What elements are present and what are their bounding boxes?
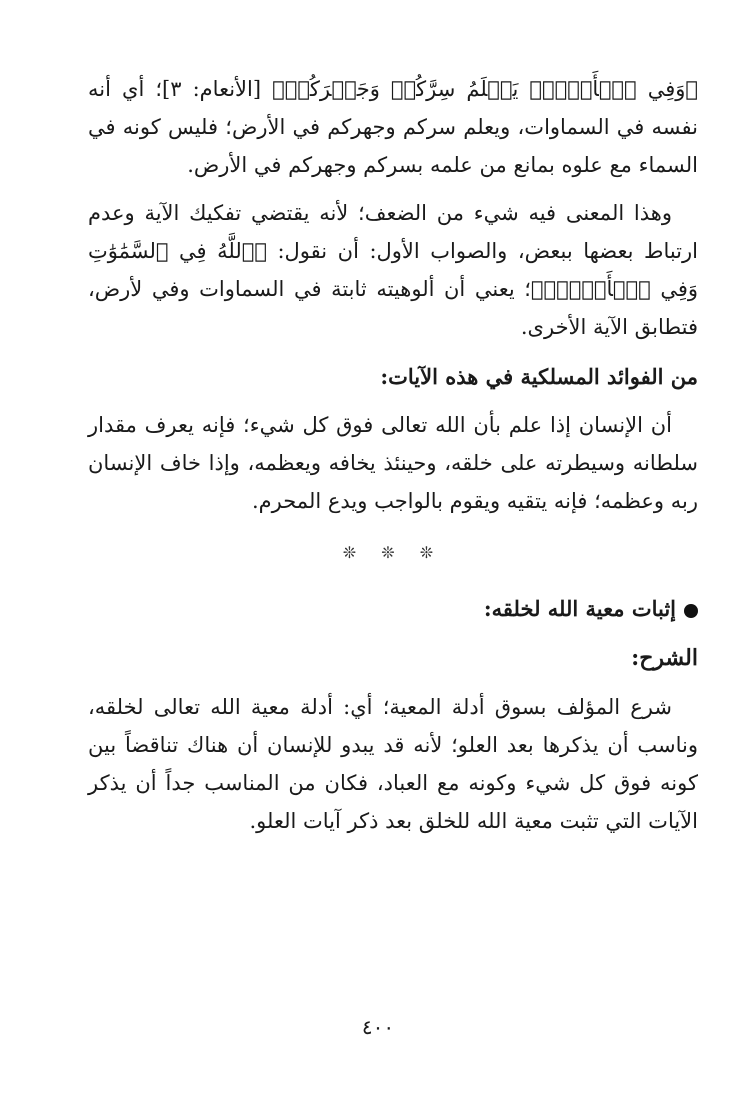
page-body <box>88 70 698 840</box>
page-number: ٤٠٠ <box>361 1015 395 1039</box>
paragraph-2: وهذا المعنى فيه شيء من الضعف؛ لأنه يقتضي تفكيك الآية وعدم ارتباط بعضها ببعض، والصواب الأول: أن نقول: ﴿ٱللَّهُ فِي ٱلسَّمَٰوَٰتِ وَفِي ٱلۡأَرۡضِۖ﴾؛ يعني أن ألوهيته ثابتة في السماوات وفي لأرض، فتطابق الآية الأخرى. <box>88 201 698 339</box>
paragraph-1: ﴿وَفِي ٱلۡأَرۡضِۖ يَعۡلَمُ سِرَّكُمۡ وَجَهۡرَكُمۡ﴾ [الأنعام: ٣]؛ أي أنه نفسه في السماوات، ويعلم سركم وجهركم في الأرض؛ فليس كونه في السماء مع علوه بمانع من علمه بسركم وجهركم في الأرض. <box>88 77 698 177</box>
paragraph-4: شرع المؤلف بسوق أدلة المعية؛ أي: أدلة معية الله تعالى لخلقه، وناسب أن يذكرها بعد العلو؛ لأنه قد يبدو للإنسان أن هناك تناقضاً بين كونه فوق كل شيء وكونه مع العباد، فكان من المناسب جداً أن يذكر الآيات التي تثبت معية الله للخلق بعد ذكر آيات العلو. <box>88 695 698 833</box>
section-divider-stars: ❊ ❊ ❊ <box>342 543 444 562</box>
sharh-heading: الشرح: <box>631 645 698 671</box>
bullet-heading <box>88 590 698 628</box>
bullet-heading-text: إثبات معية الله لخلقه: <box>483 596 676 621</box>
paragraph-3: أن الإنسان إذا علم بأن الله تعالى فوق كل شيء؛ فإنه يعرف مقدار سلطانه وسيطرته على خلقه، وحينئذ يخافه ويعظمه، وإذا خاف الإنسان ربه وعظمه؛ فإنه يتقيه ويقوم بالواجب ويدع المحرم. <box>88 413 698 513</box>
benefits-heading: من الفوائد المسلكية في هذه الآيات: <box>380 364 698 389</box>
bullet-dot-icon <box>684 604 698 618</box>
